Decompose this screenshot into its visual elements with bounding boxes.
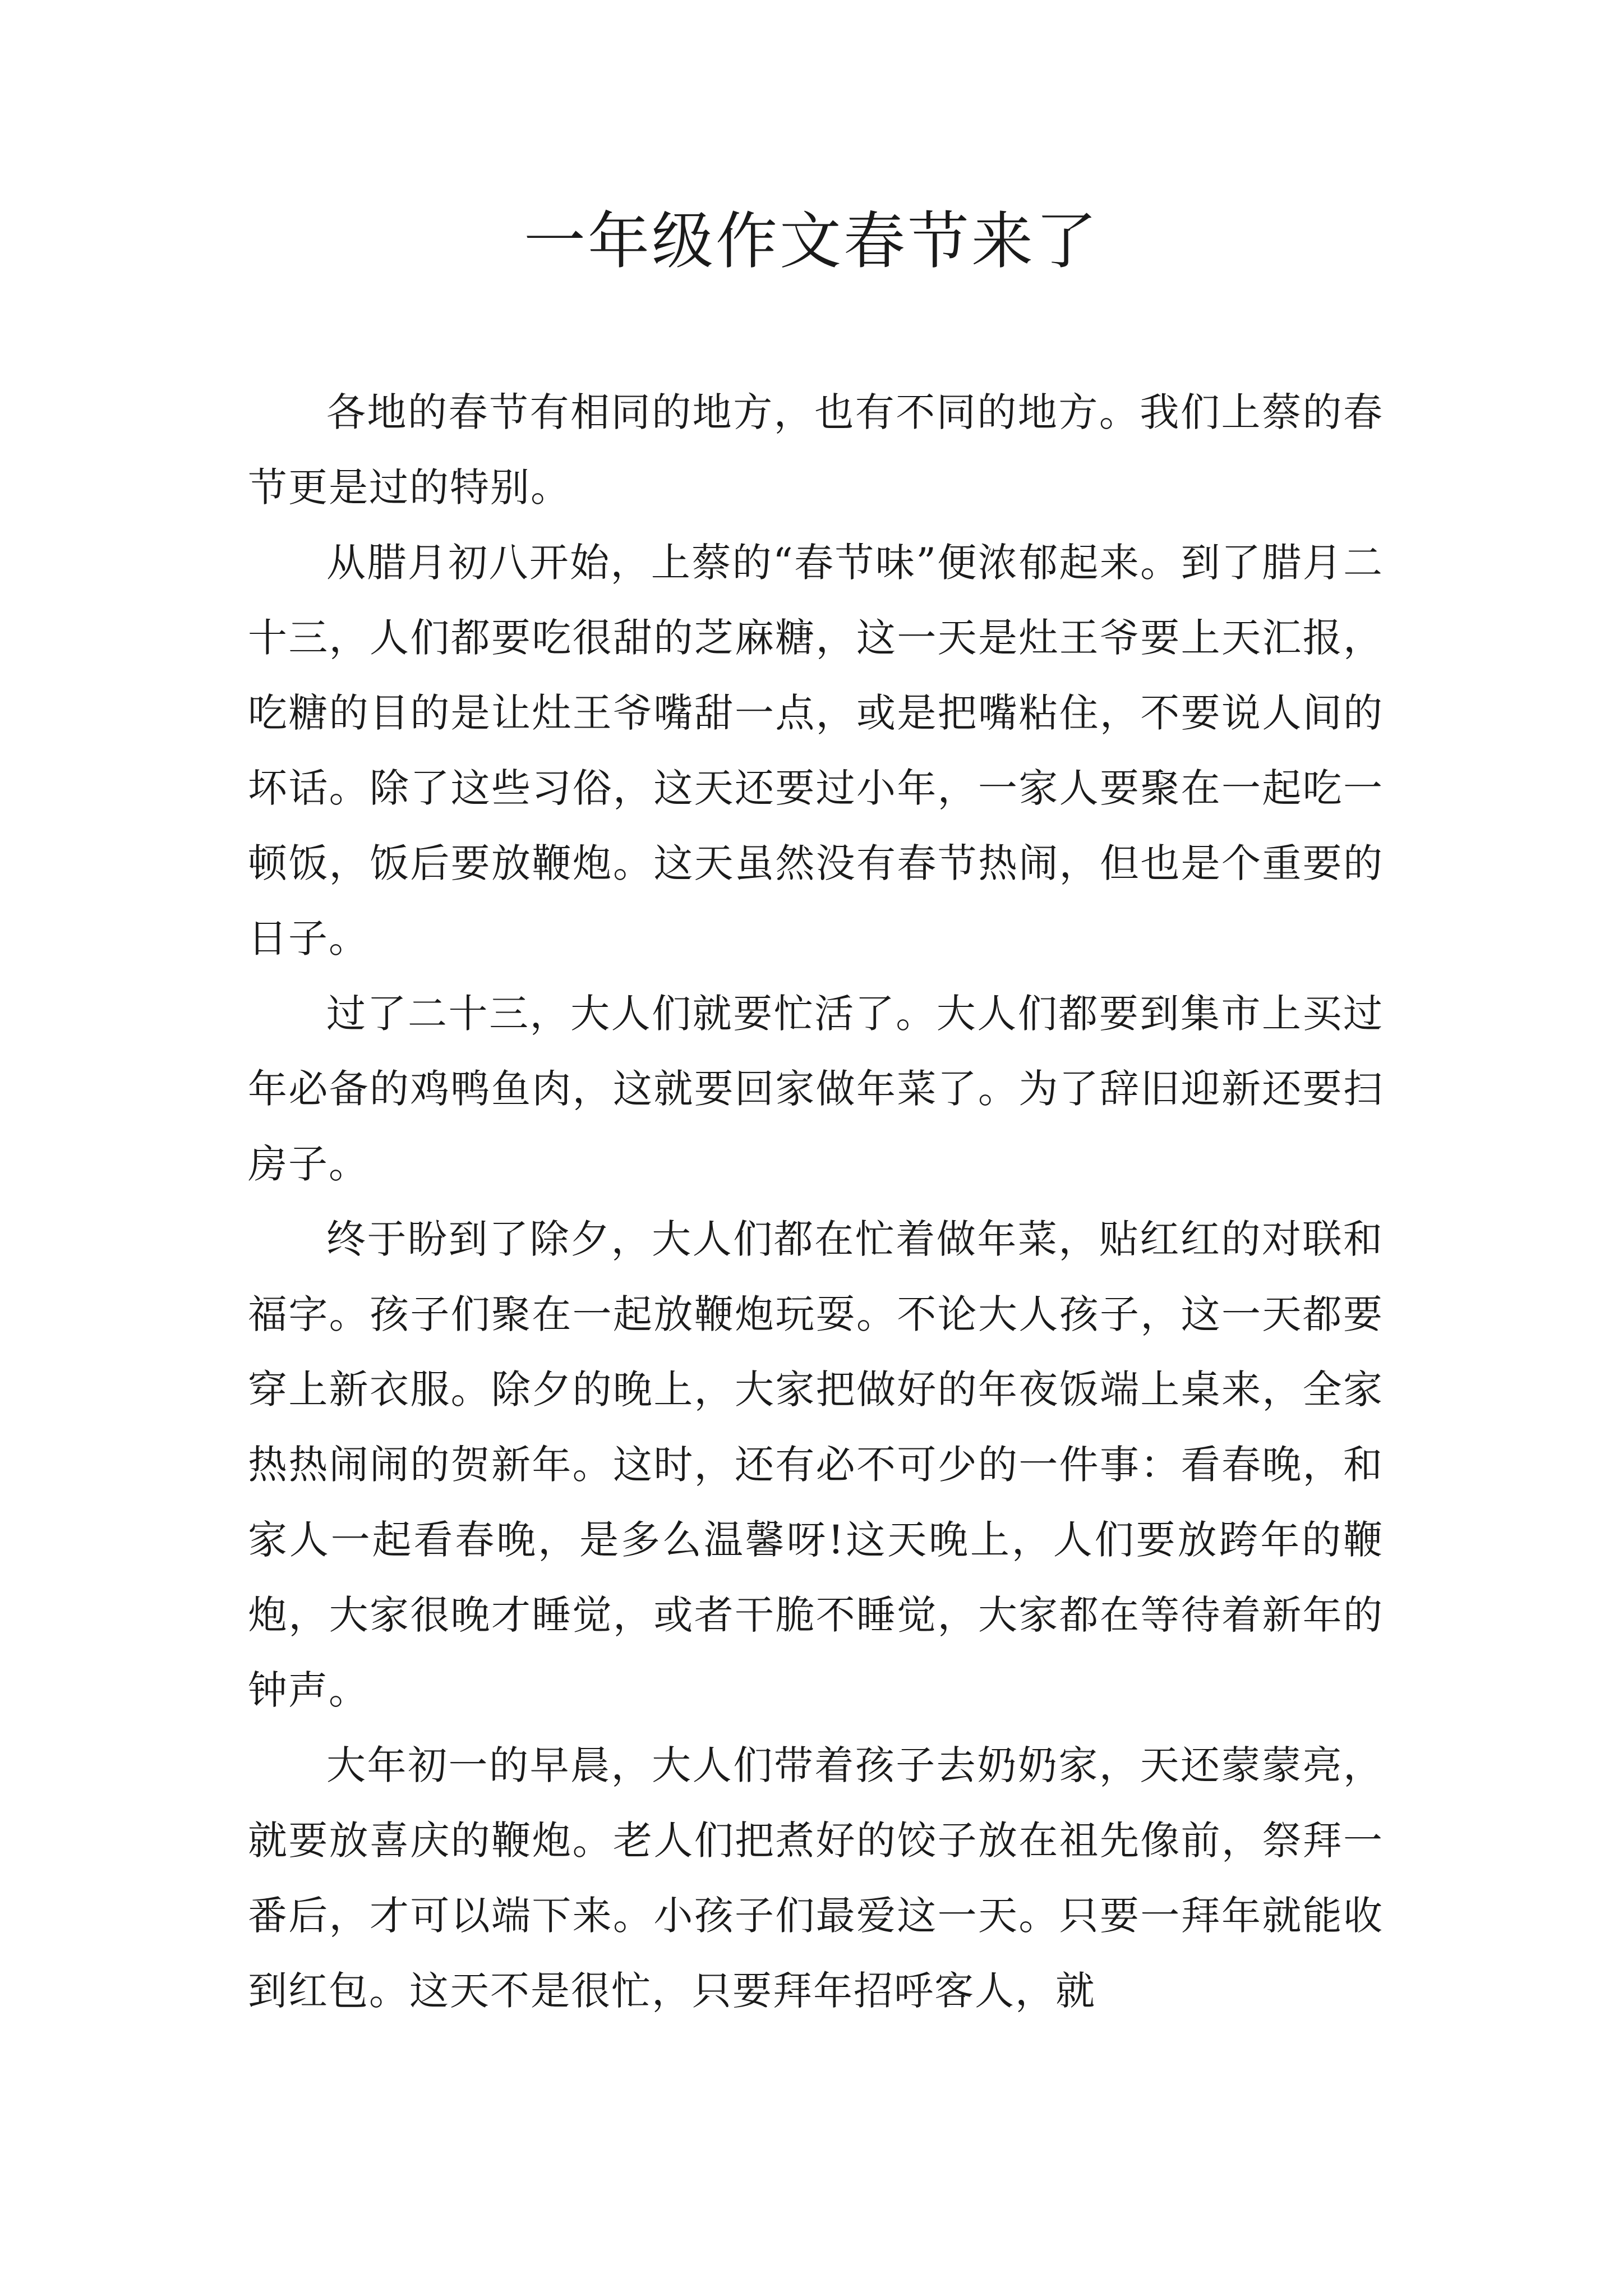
paragraph-4: 终于盼到了除夕，大人们都在忙着做年菜，贴红红的对联和福字。孩子们聚在一起放鞭炮玩耍。不论大人孩子，这一天都要穿上新衣服。除夕的晚上，大家把做好的年夜饭端上桌来，全家热热闹闹的贺新年。这时，还有必不可少的一件事：看春晚，和家人一起看春晚，是多么温馨呀!这天晚上，人们要放跨年的鞭炮，大家很晚才睡觉，或者干脆不睡觉，大家都在等待着新年的钟声。	[248, 1216, 1384, 1713]
paragraph-2: 从腊月初八开始，上蔡的“春节味”便浓郁起来。到了腊月二十三，人们都要吃很甜的芝麻糖，这一天是灶王爷要上天汇报，吃糖的目的是让灶王爷嘴甜一点，或是把嘴粘住，不要说人间的坏话。除了这些习俗，这天还要过小年，一家人要聚在一起吃一顿饭，饭后要放鞭炮。这天虽然没有春节热闹，但也是个重要的日子。	[248, 540, 1384, 961]
document-title: 一年级作文春节来了	[524, 205, 1099, 277]
document-body	[248, 375, 1384, 2028]
paragraph-3: 过了二十三，大人们就要忙活了。大人们都要到集市上买过年必备的鸡鸭鱼肉，这就要回家做年菜了。为了辞旧迎新还要扫房子。	[248, 991, 1384, 1187]
paragraph-5: 大年初一的早晨，大人们带着孩子去奶奶家，天还蒙蒙亮，就要放喜庆的鞭炮。老人们把煮好的饺子放在祖先像前，祭拜一番后，才可以端下来。小孩子们最爱这一天。只要一拜年就能收到红包。这天不是很忙，只要拜年招呼客人，就	[248, 1742, 1384, 2014]
paragraph-1: 各地的春节有相同的地方，也有不同的地方。我们上蔡的春节更是过的特别。	[248, 389, 1384, 510]
